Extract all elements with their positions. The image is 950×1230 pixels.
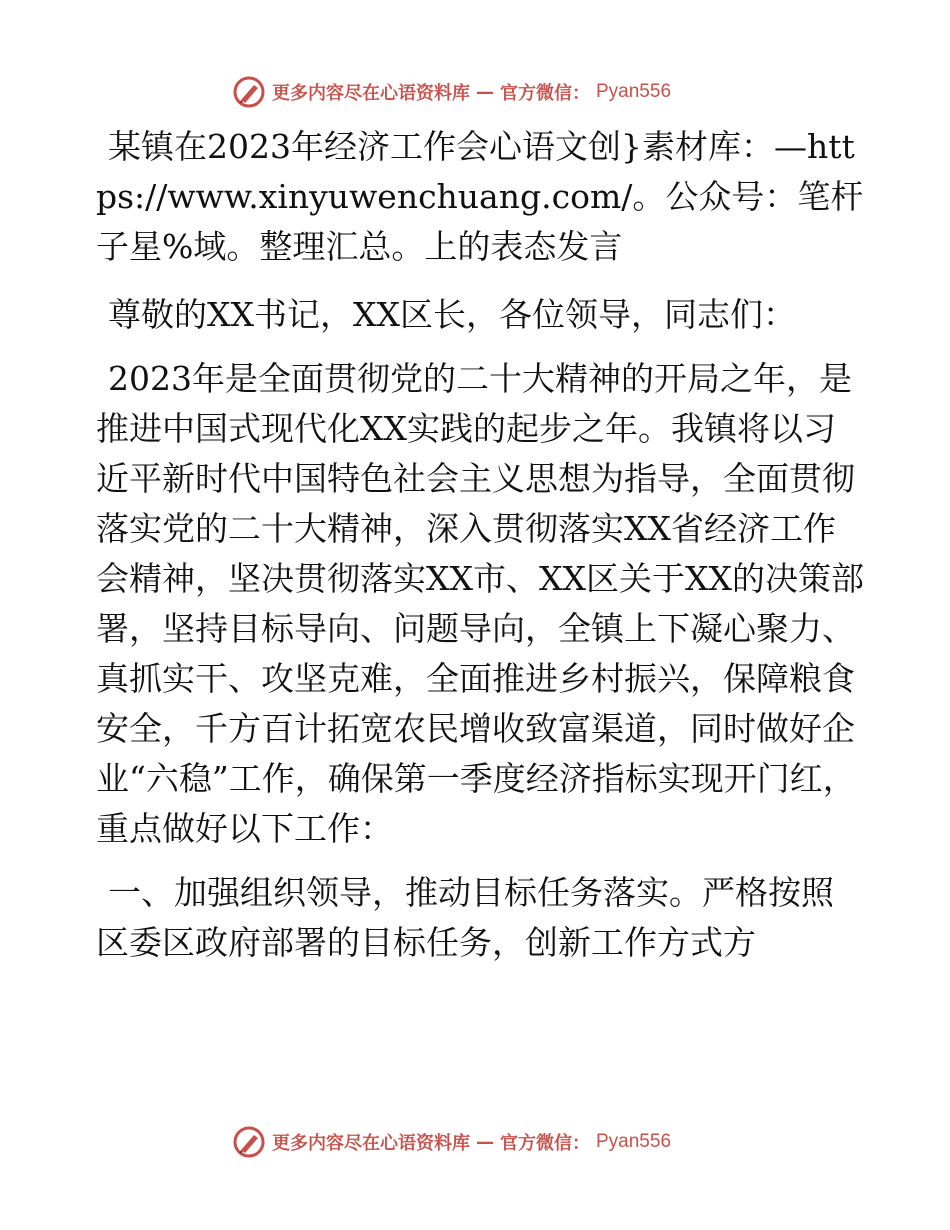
- pen-logo-icon: [232, 1125, 266, 1159]
- watermark-header: [232, 72, 671, 112]
- watermark-text: 更多内容尽在心语资料库: [272, 1133, 470, 1154]
- watermark-wechat-label: 官方微信：: [500, 83, 590, 104]
- watermark-text: 更多内容尽在心语资料库: [272, 83, 470, 104]
- pen-logo-icon: [232, 75, 266, 109]
- paragraph-1: 2023年是全面贯彻党的二十大精神的开局之年，是推进中国式现代化XX实践的起步之年。我镇将以习近平新时代中国特色社会主义思想为指导，全面贯彻落实党的二十大精神，深入贯彻落实XX省经济工作会精神，坚决贯彻落实XX市、XX区关于XX的决策部署，坚持目标导向、问题导向，全镇上下凝心聚力、真抓实干、攻坚克难，全面推进乡村振兴，保障粮食安全，千方百计拓宽农民增收致富渠道，同时做好企业“六稳”工作，确保第一季度经济指标实现开门红，重点做好以下工作：: [96, 359, 864, 848]
- document-title: 某镇在2023年经济工作会心语文创}素材库：—https://www.xinyuwenchuang.com/。公众号：笔杆子星%域。整理汇总。上的表态发言: [96, 127, 864, 266]
- paragraph-2: 一、加强组织领导，推动目标任务落实。严格按照区委区政府部署的目标任务，创新工作方式方: [96, 873, 834, 962]
- watermark-wechat-id: Pyan556: [596, 81, 672, 102]
- watermark-wechat-label: 官方微信：: [500, 1133, 590, 1154]
- document-body: [96, 122, 866, 982]
- watermark-dash: —: [476, 1131, 494, 1153]
- watermark-footer: [232, 1122, 671, 1162]
- watermark-dash: —: [476, 81, 494, 103]
- greeting-line: 尊敬的XX书记，XX区长，各位领导，同志们：: [108, 295, 796, 334]
- watermark-wechat-id: Pyan556: [596, 1131, 672, 1152]
